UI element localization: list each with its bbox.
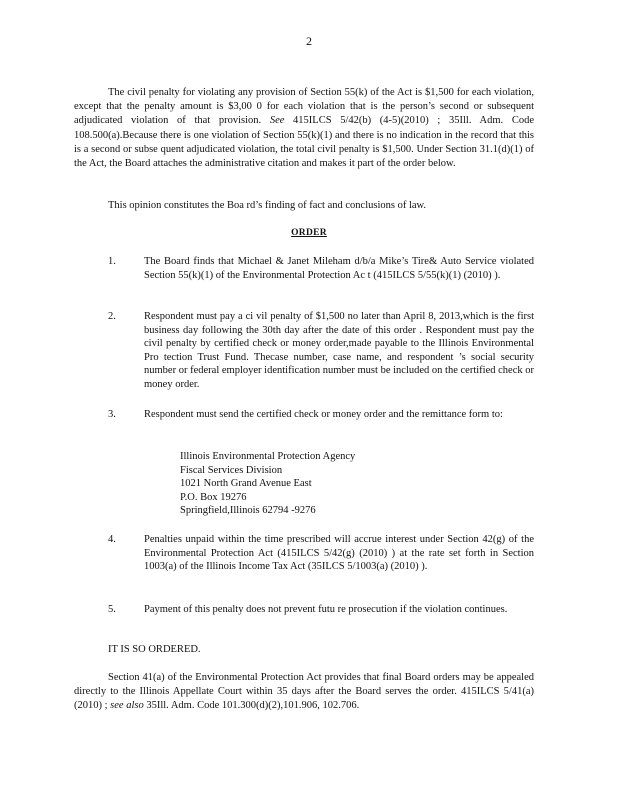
intro-text-2: 415ILCS 5/42(b) (4-5)(2010) ; 35Ill. Adm. Code 108.500(a).Because there is one violation of Section 55(k)(1) and there is no indication in the record that this is a second or subse quent adjudicated violation, the total civil penalty is $1,500. Under Section 31.1(d)(1) of the Act, the Board attaches the administrative citation and makes it part of the order below. <box>74 115 534 170</box>
item-text: The Board finds that Michael & Janet Mileham d/b/a Mike’s Tire& Auto Service violated Section 55(k)(1) of the Environmental Protection Ac t (415ILCS 5/55(k)(1) (2010) ). <box>144 256 534 281</box>
item-number: 4. <box>108 534 116 545</box>
page-number: 2 <box>306 34 312 48</box>
item-text: Respondent must send the certified check or money order and the remittance form to: <box>144 409 503 420</box>
item-text: Respondent must pay a ci vil penalty of $1,500 no later than April 8, 2013,which is the first business day following the 30th day after the date of this order . Respondent must pay the civil penalty by certified check or money order,made payable to the Illinois Environmental Pro tection Trust Fund. Thecase number, case name, and respondent ’s social security number or federal employer identification number must be included on the certified check or money order. <box>144 311 534 390</box>
address-line-3: 1021 North Grand Avenue East <box>180 478 312 490</box>
item-number: 2. <box>108 311 116 322</box>
intro-text-1: The civil penalty for violating any provision of Section 55(k) of the Act is $1,500 for each violation, except that the penalty amount is $3,00 0 for each violation that is the person’s second or subsequent adjudicated violation of that provision. <box>74 87 534 127</box>
address-line-1: Illinois Environmental Protection Agency <box>180 451 356 462</box>
opinion-paragraph: This opinion constitutes the Boa rd’s finding of fact and conclusions of law. <box>108 200 427 211</box>
item-text: Penalties unpaid within the time prescribed will accrue interest under Section 42(g) of the Environmental Protection Act (415ILCS 5/42(g) (2010) ) at the rate set forth in Section 1003(a) of the Illinois Income Tax Act (35ILCS 5/1003(a) (2010) ). <box>144 534 534 573</box>
appeal-paragraph <box>74 671 534 714</box>
appeal-see-also: see also <box>110 700 144 712</box>
appeal-text-1: Section 41(a) of the Environmental Protection Act provides that final Board orders may be appealed directly to the Illinois Appellate Court within 35 days after the Board serves the order. 415ILCS 5/41(a) (2010) ; <box>74 672 534 712</box>
remittance-address <box>180 450 355 518</box>
intro-see: See <box>269 115 285 127</box>
address-line-5: Springfield,Illinois 62794 -9276 <box>180 505 316 517</box>
address-line-2: Fiscal Services Division <box>180 464 283 476</box>
so-ordered: IT IS SO ORDERED. <box>108 644 201 655</box>
item-text: Payment of this penalty does not prevent futu re prosecution if the violation continues. <box>144 604 508 615</box>
intro-paragraph <box>74 86 534 171</box>
item-number: 1. <box>108 256 116 267</box>
appeal-text-2: 35Ill. Adm. Code 101.300(d)(2),101.906, 102.706. <box>143 700 360 712</box>
item-number: 5. <box>108 604 116 615</box>
order-heading: ORDER <box>291 228 327 238</box>
item-number: 3. <box>108 409 116 420</box>
address-line-4: P.O. Box 19276 <box>180 491 247 503</box>
